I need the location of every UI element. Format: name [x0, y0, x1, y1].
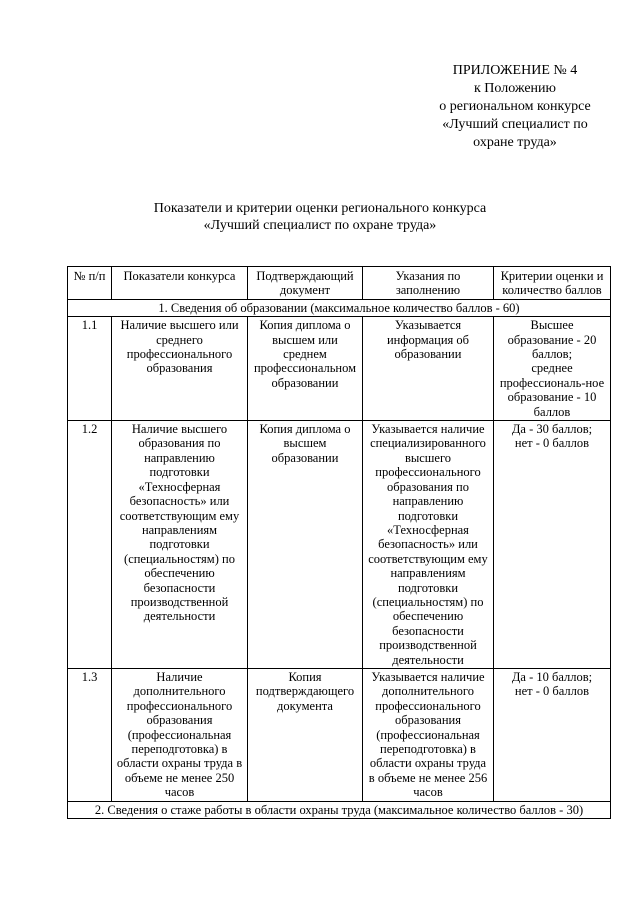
table-row — [68, 317, 611, 421]
document-title-line-1: Показатели и критерии оценки регионального конкурса — [153, 201, 487, 216]
cell-instructions: Указывается наличие дополнительного профессионального образования (профессиональная переподготовка) в области охраны труда в объеме не менее 256 часов — [363, 668, 494, 801]
document-title-line-2: «Лучший специалист по охране труда» — [203, 218, 437, 233]
criteria-table — [67, 266, 611, 819]
cell-document: Копия диплома о высшем или среднем профессиональном образовании — [248, 317, 363, 421]
table-row — [68, 421, 611, 669]
cell-criteria: Да - 30 баллов; нет - 0 баллов — [494, 421, 611, 669]
cell-document: Копия диплома о высшем образовании — [248, 421, 363, 669]
annex-line-3: о региональном конкурсе — [439, 99, 591, 114]
annex-heading — [425, 62, 605, 152]
section-heading: 2. Сведения о стаже работы в области охраны труда (максимальное количество баллов - 30) — [68, 801, 611, 818]
header-instructions: Указания по заполнению — [363, 267, 494, 300]
section-heading: 1. Сведения об образовании (максимальное количество баллов - 60) — [68, 299, 611, 316]
cell-instructions: Указывается информация об образовании — [363, 317, 494, 421]
cell-indicator: Наличие дополнительного профессионального образования (профессиональная переподготовка) в области охраны труда в объеме не менее 250 часов — [112, 668, 248, 801]
cell-criteria: Высшее образование - 20 баллов; среднее профессиональ-ное образование - 10 баллов — [494, 317, 611, 421]
table-body — [68, 299, 611, 818]
table-row — [68, 668, 611, 801]
header-criteria: Критерии оценки и количество баллов — [494, 267, 611, 300]
annex-line-2: к Положению — [473, 81, 556, 96]
cell-number: 1.2 — [68, 421, 112, 669]
cell-number: 1.1 — [68, 317, 112, 421]
table-header-row — [68, 267, 611, 300]
annex-line-5: охране труда» — [473, 135, 557, 150]
header-indicator: Показатели конкурса — [112, 267, 248, 300]
cell-indicator: Наличие высшего или среднего профессионального образования — [112, 317, 248, 421]
annex-line-1: ПРИЛОЖЕНИЕ № 4 — [452, 63, 578, 78]
document-title — [0, 200, 640, 234]
header-number: № п/п — [68, 267, 112, 300]
section-row — [68, 299, 611, 316]
cell-criteria: Да - 10 баллов; нет - 0 баллов — [494, 668, 611, 801]
cell-instructions: Указывается наличие специализированного высшего профессионального образования по направлению подготовки «Техносферная безопасность» или соответствующим ему направлениям подготовки (специальностям) по обеспечению безопасности производственной деятельности — [363, 421, 494, 669]
annex-line-4: «Лучший специалист по — [442, 117, 588, 132]
cell-document: Копия подтверждающего документа — [248, 668, 363, 801]
cell-number: 1.3 — [68, 668, 112, 801]
header-document: Подтверждающий документ — [248, 267, 363, 300]
section-row — [68, 801, 611, 818]
cell-indicator: Наличие высшего образования по направлению подготовки «Техносферная безопасность» или соответствующим ему направлениям подготовки (специальностям) по обеспечению безопасности производственной деятельности — [112, 421, 248, 669]
